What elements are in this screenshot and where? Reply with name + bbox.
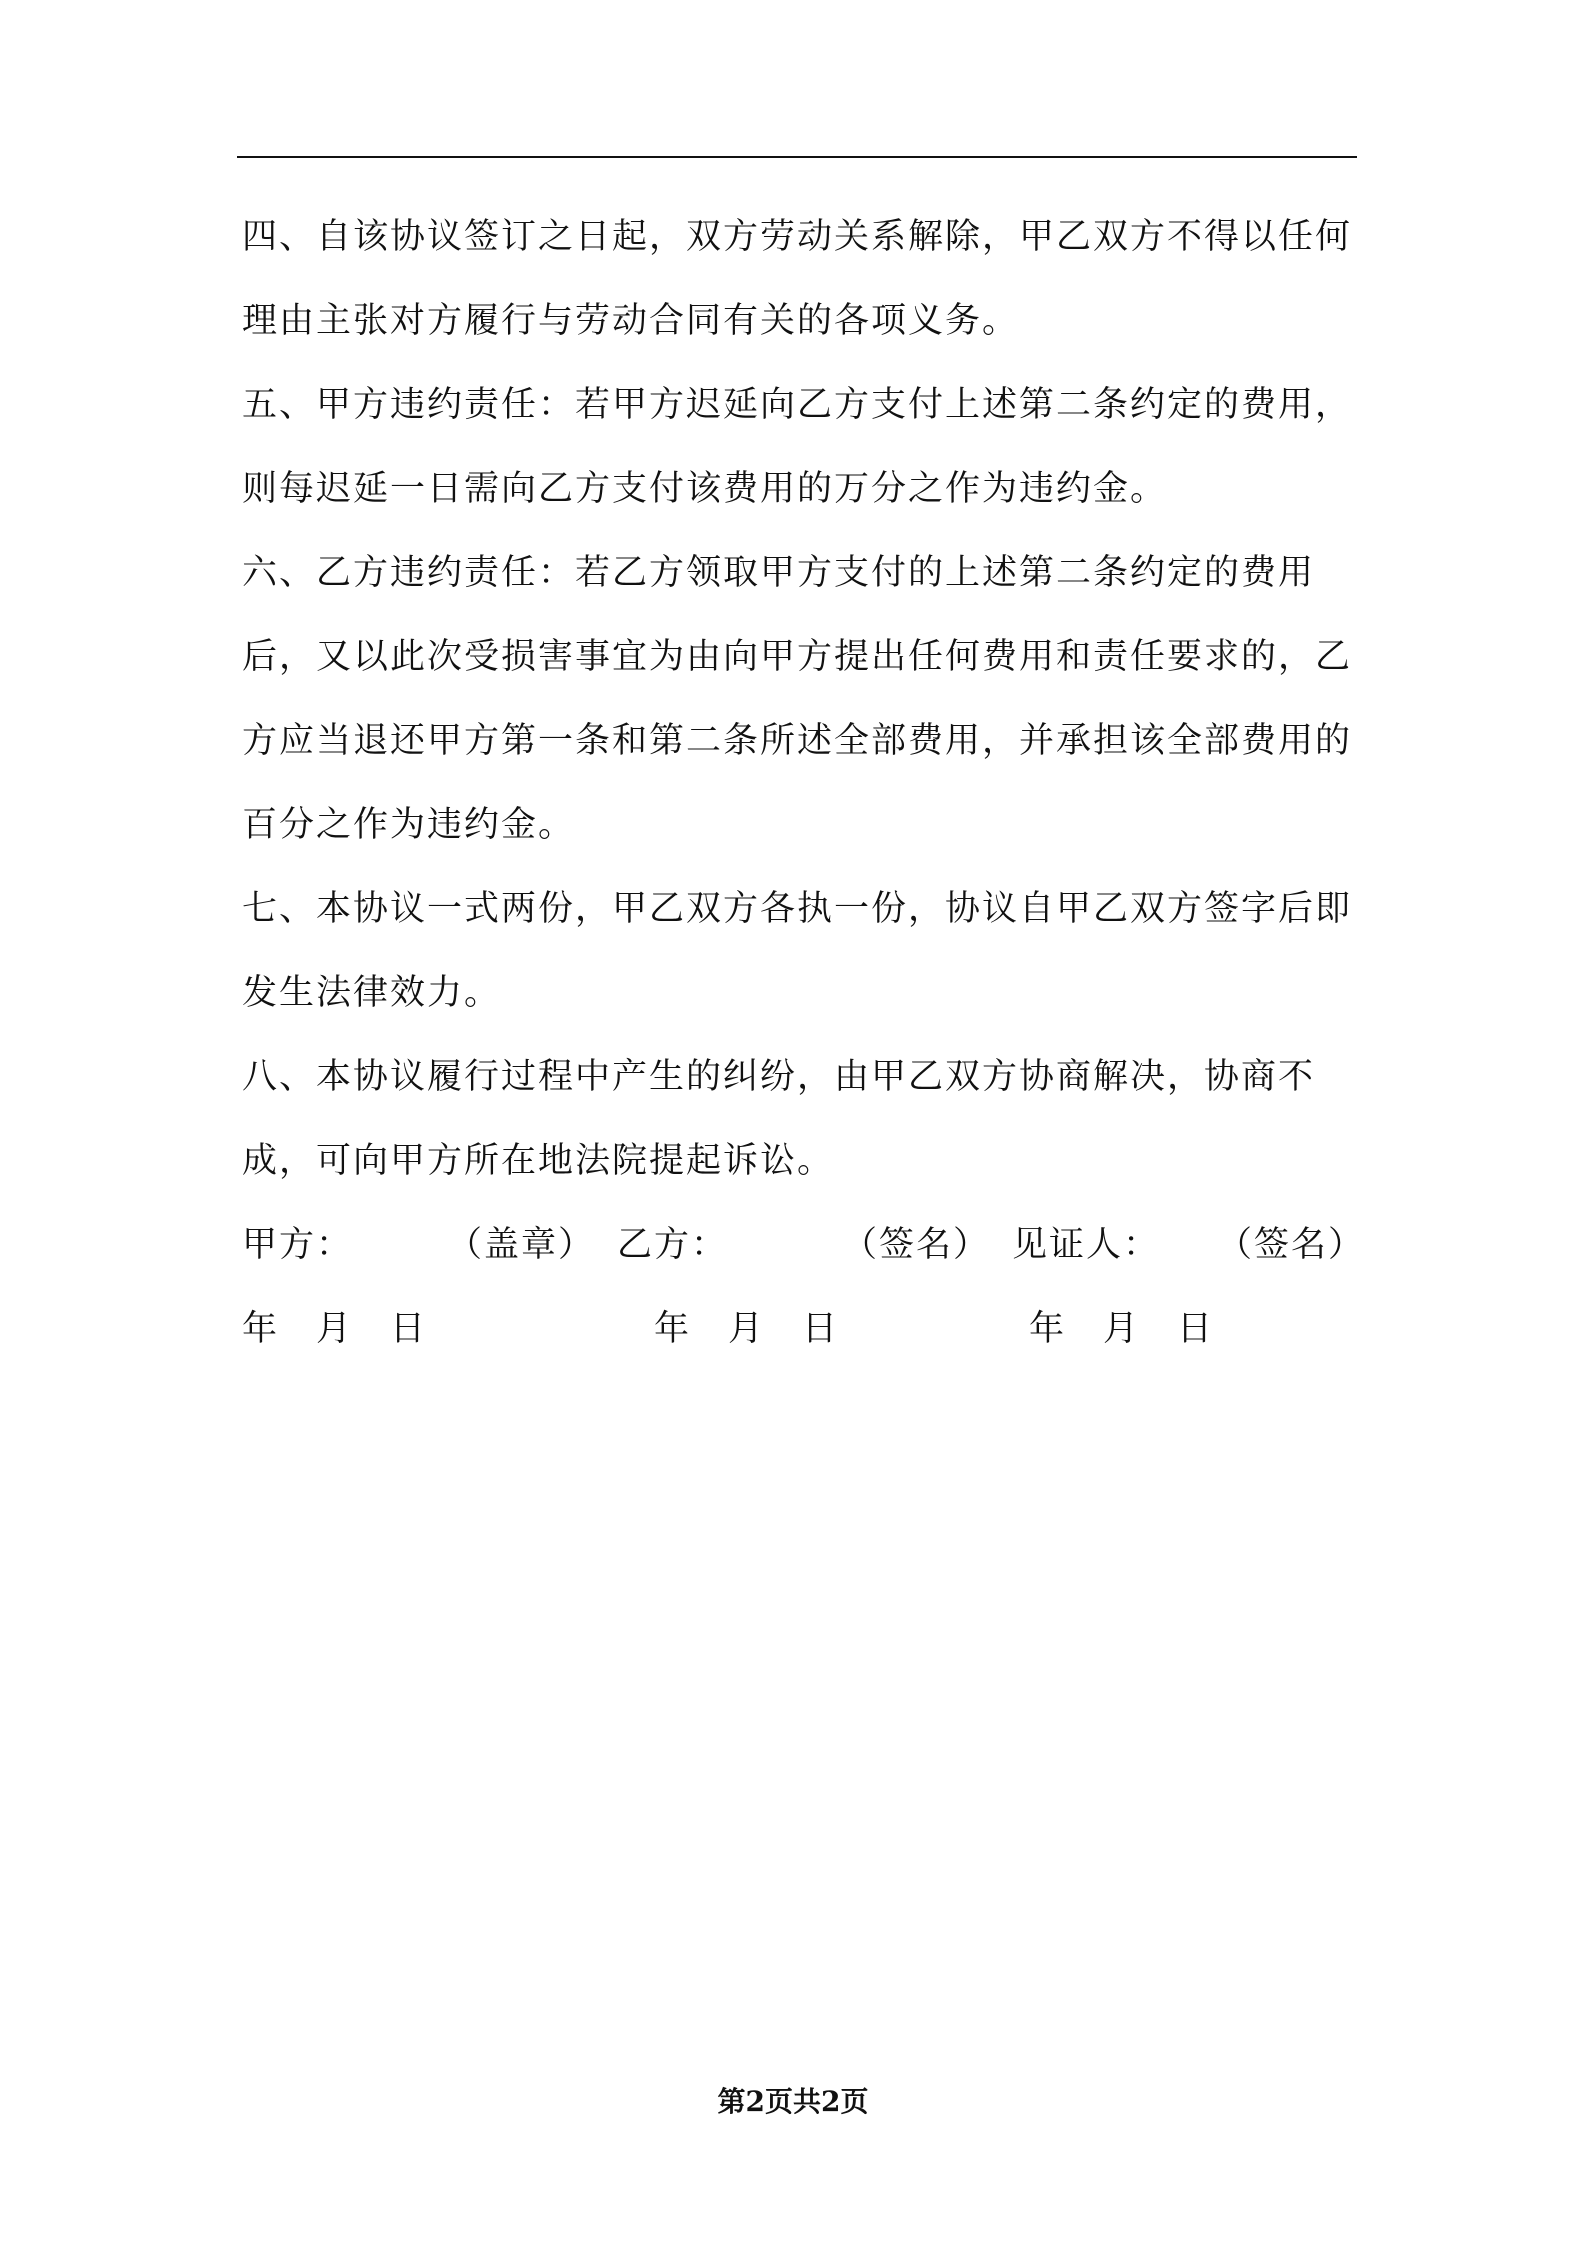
document-body [242, 195, 1366, 1371]
party-a-date: 年 月 日 [242, 1309, 428, 1349]
date-row [242, 1287, 1357, 1371]
witness-sign-note: （签名） [1217, 1225, 1366, 1265]
clause-7: 七、本协议一式两份，甲乙双方各执一份，协议自甲乙双方签字后即发生法律效力。 [242, 889, 1353, 1013]
witness-label: 见证人： [1012, 1225, 1161, 1265]
clause-8: 八、本协议履行过程中产生的纠纷，由甲乙双方协商解决，协商不成，可向甲方所在地法院提起诉讼。 [242, 1057, 1316, 1181]
clause-6: 六、乙方违约责任：若乙方领取甲方支付的上述第二条约定的费用后，又以此次受损害事宜为由向甲方提出任何费用和责任要求的，乙方应当退还甲方第一条和第二条所述全部费用，并承担该全部费用的百分之作为违约金。 [242, 553, 1353, 845]
party-b-date: 年 月 日 [654, 1309, 840, 1349]
party-b-sign-note: （签名） [842, 1225, 991, 1265]
page-number: 第2页共2页 [717, 2085, 869, 2118]
clause-5: 五、甲方违约责任：若甲方迟延向乙方支付上述第二条约定的费用，则每迟延一日需向乙方支付该费用的万分之作为违约金。 [242, 385, 1353, 509]
witness-date: 年 月 日 [1029, 1309, 1215, 1349]
signature-row [242, 1203, 1366, 1287]
party-b-label: 乙方： [617, 1225, 729, 1265]
party-a-label: 甲方： [242, 1225, 354, 1265]
header-rule [237, 156, 1357, 158]
clause-4: 四、自该协议签订之日起，双方劳动关系解除，甲乙双方不得以任何理由主张对方履行与劳动合同有关的各项义务。 [242, 217, 1353, 341]
party-a-seal-note: （盖章） [447, 1225, 596, 1265]
